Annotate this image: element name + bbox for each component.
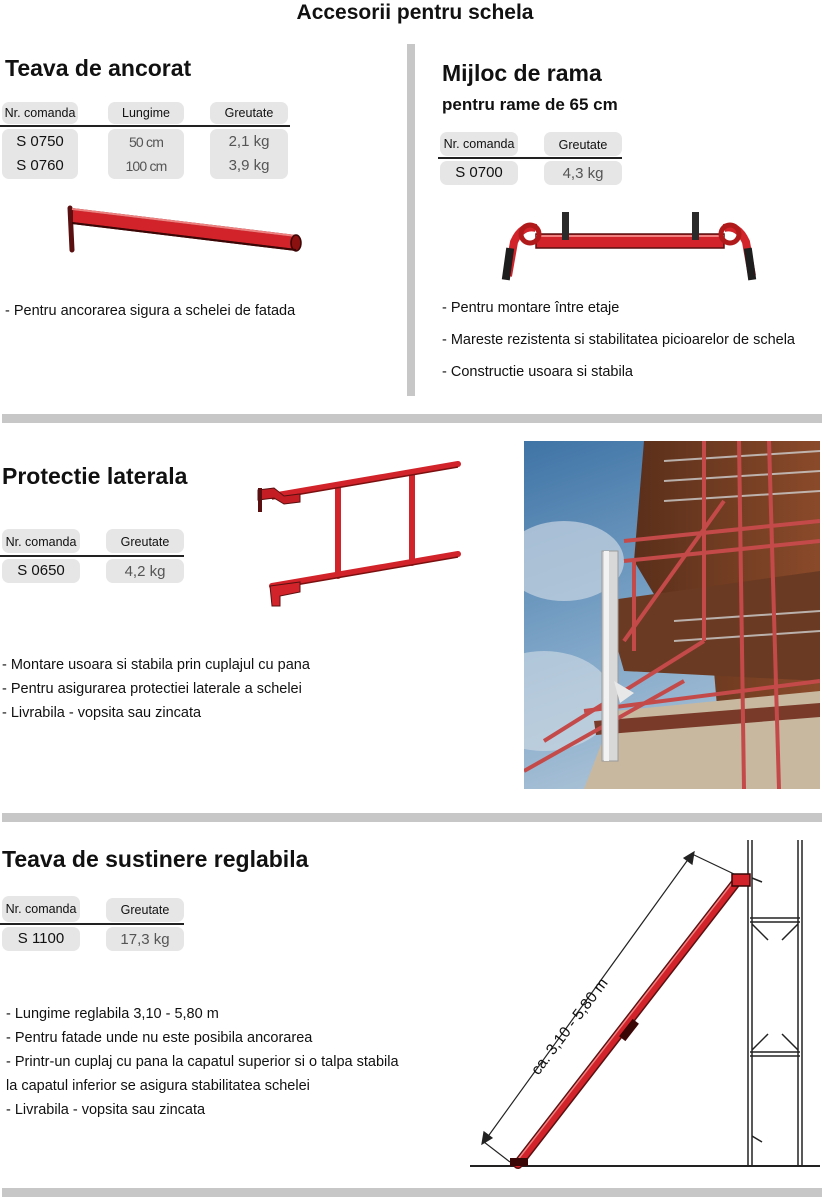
bullets-teava-sustinere xyxy=(6,1002,399,1122)
horizontal-separator xyxy=(2,414,822,423)
bullets-mijloc-rama xyxy=(442,296,795,384)
anchor-tube-image xyxy=(60,198,310,260)
row-nr: S 1100 xyxy=(17,930,65,947)
bullet-item: - Printr-un cuplaj cu pana la capatul superior si o talpa stabila xyxy=(6,1054,399,1070)
bullet-item: - Constructie usoara si stabila xyxy=(442,364,633,380)
horizontal-separator xyxy=(2,1188,822,1197)
section-title-teava-sustinere: Teava de sustinere reglabila xyxy=(2,846,309,872)
bullet-item: - Livrabila - vopsita sau zincata xyxy=(2,705,202,721)
section-title-mijloc-rama: Mijloc de rama xyxy=(442,60,602,86)
row-lungime: 100 cm xyxy=(125,158,167,174)
bullet-item: - Pentru montare între etaje xyxy=(442,300,620,316)
bullet-item: - Montare usoara si stabila prin cuplajul cu pana xyxy=(2,657,310,673)
row-greutate: 2,1 kg xyxy=(228,133,270,150)
page-title: Accesorii pentru schela xyxy=(296,1,534,24)
header-greutate: Greutate xyxy=(120,535,170,549)
header-nr-comanda: Nr. comanda xyxy=(5,535,77,549)
row-greutate: 17,3 kg xyxy=(120,931,170,948)
bullet-item: - Pentru fatade unde nu este posibila ancorarea xyxy=(6,1030,313,1046)
header-lungime: Lungime xyxy=(122,106,170,120)
horizontal-separator xyxy=(2,813,822,822)
spec-table-teava-ancorat xyxy=(0,102,292,182)
bullet-item: - Livrabila - vopsita sau zincata xyxy=(6,1102,206,1118)
section-title-protectie-laterala: Protectie laterala xyxy=(2,463,188,489)
row-nr: S 0760 xyxy=(16,157,64,174)
row-nr: S 0750 xyxy=(16,133,64,150)
table-rule xyxy=(0,923,184,925)
bullet-item: la capatul inferior se asigura stabilitatea schelei xyxy=(6,1078,310,1094)
bullets-protectie-laterala xyxy=(2,653,310,725)
support-tube-diagram xyxy=(470,836,820,1176)
header-greutate: Greutate xyxy=(120,903,170,917)
spec-table-teava-sustinere xyxy=(0,896,186,954)
frame-middle-image xyxy=(500,208,760,286)
bullets-teava-ancorat xyxy=(5,299,295,323)
table-rule xyxy=(0,555,184,557)
spec-table-mijloc-rama xyxy=(438,132,624,188)
row-greutate: 3,9 kg xyxy=(228,157,270,174)
row-greutate: 4,3 kg xyxy=(562,165,604,182)
header-nr-comanda: Nr. comanda xyxy=(5,902,77,916)
header-nr-comanda: Nr. comanda xyxy=(443,137,515,151)
bullet-item: - Mareste rezistenta si stabilitatea picioarelor de schela xyxy=(442,332,795,348)
row-lungime: 50 cm xyxy=(128,134,164,150)
bullet-item: - Pentru asigurarea protectiei laterale a schelei xyxy=(2,681,302,697)
row-nr: S 0700 xyxy=(455,164,503,181)
header-greutate: Greutate xyxy=(224,106,274,120)
dimension-label: ca. 3,10 - 5,80 m xyxy=(528,975,612,1079)
header-greutate: Greutate xyxy=(558,138,608,152)
section-subtitle-mijloc-rama: pentru rame de 65 cm xyxy=(442,95,618,114)
row-greutate: 4,2 kg xyxy=(124,563,166,580)
side-protection-image xyxy=(252,456,466,608)
spec-table-protectie-laterala xyxy=(0,529,186,585)
table-rule xyxy=(0,125,290,127)
bullet-item: - Lungime reglabila 3,10 - 5,80 m xyxy=(6,1006,219,1022)
header-nr-comanda: Nr. comanda xyxy=(4,106,76,120)
section-title-teava-ancorat: Teava de ancorat xyxy=(5,55,192,81)
row-nr: S 0650 xyxy=(17,562,65,579)
bullet-item: - Pentru ancorarea sigura a schelei de fatada xyxy=(5,303,296,319)
table-rule xyxy=(438,157,622,159)
vertical-separator xyxy=(407,44,415,396)
scaffolding-photo xyxy=(524,441,820,789)
